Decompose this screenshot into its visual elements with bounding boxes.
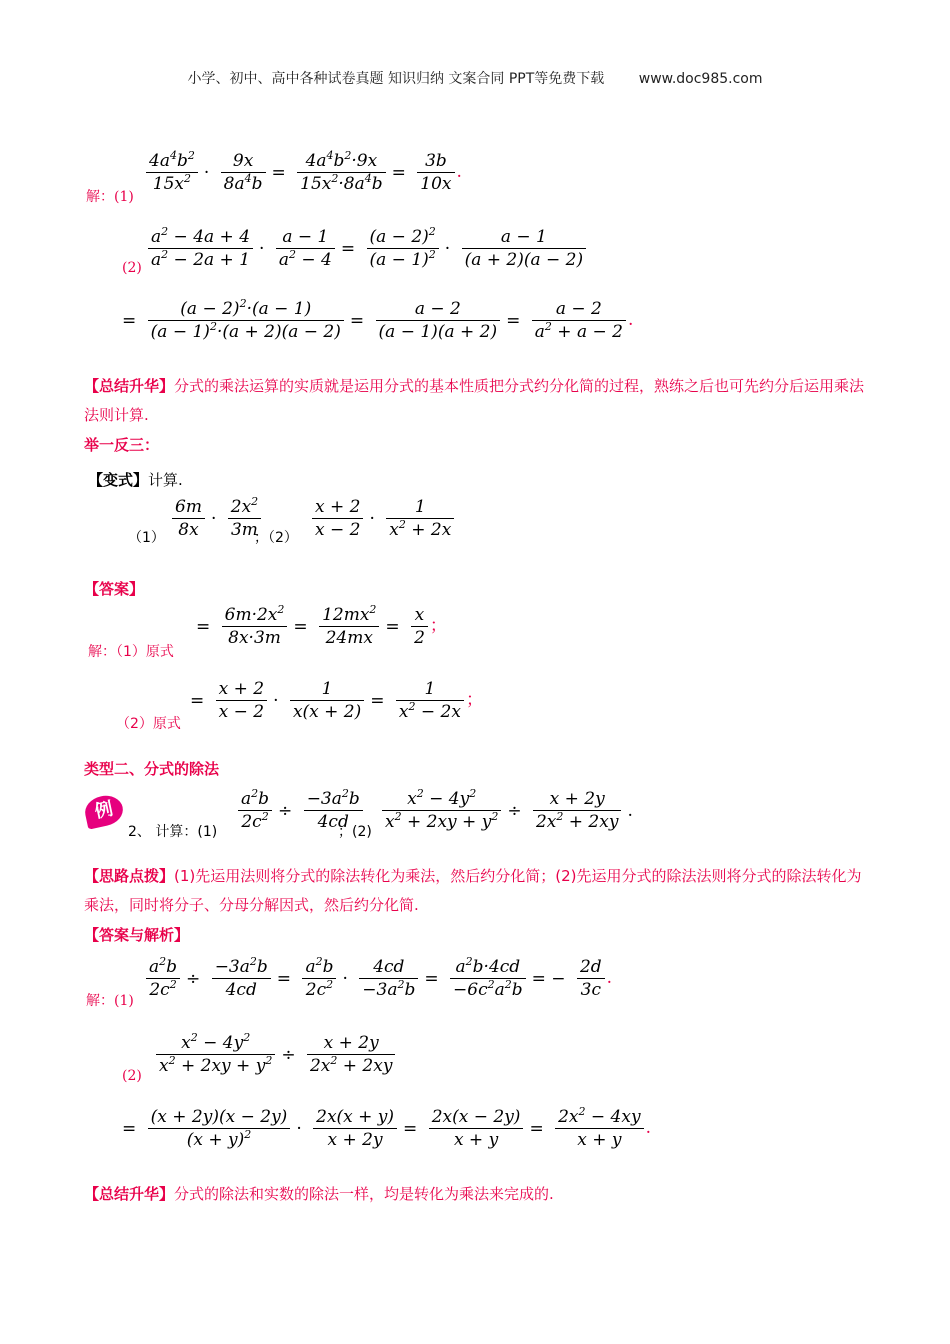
variant-2-label: ；（2） — [254, 530, 298, 546]
summary-1-text: 分式的乘法运算的实质就是运用分式的基本性质把分式约分化简的过程，熟练之后也可先约分后运用乘法法则计算. — [84, 377, 865, 424]
summary-2-tag: 【总结升华】 — [84, 1185, 175, 1203]
eq-sol2-2b: = $\frac{(x + 2y)(x - 2y)}{(x + y)^2}$ · $\frac{2x(x + y)}{x + 2y}$ = $\frac{2x(x - 2y)}{x + y}$ = $\frac{2x^2 - 4xy}{x + y}$ . — [122, 1105, 651, 1150]
eq-answer-2: = $\frac{x + 2}{x - 2}$ · $\frac{1}{x(x + 2)}$ = $\frac{1}{x^2 - 2x}$ ； — [190, 679, 483, 722]
sol-2-label: (2) — [122, 260, 142, 276]
answer-tag: 【答案】 — [84, 580, 145, 598]
eq-sol-2b: = $\frac{(a - 2)^2\cdot(a - 1)}{(a - 1)^2\cdot(a + 2)(a - 2)}$ = $\frac{a - 2}{(a - 1)(a + 2)}$ = $\frac{a - 2}{a^2 + a - 2}$ . — [122, 297, 634, 342]
summary-1-tag: 【总结升华】 — [84, 377, 175, 395]
analysis-tag: 【答案与解析】 — [84, 926, 190, 944]
answer-2-label: （2）原式 — [116, 716, 181, 732]
header-text: 小学、初中、高中各种试卷真题 知识归纳 文案合同 PPT等免费下载 — [187, 71, 605, 87]
example-2-part2-label: ；(2) — [338, 824, 372, 840]
eq-sol2-2a: $\frac{x^2 - 4y^2}{x^2 + 2xy + y^2}$ ÷ $\frac{x + 2y}{2x^2 + 2xy}$ — [154, 1032, 397, 1077]
sol-1-label: 解：(1) — [86, 189, 134, 205]
eq-variant-1: $\frac{6m}{8x}$ · $\frac{2x^2}{3m}$ — [170, 496, 263, 541]
eq-sol-1: $\frac{4a^4b^2}{15x^2}$ · $\frac{9x}{8a^4b}$ = $\frac{4a^4b^2\cdot 9x}{15x^2\cdot 8a^4b}$ = $\frac{3b}{10x}$ . — [144, 150, 462, 195]
eq-variant-2: $\frac{x + 2}{x - 2}$ · $\frac{1}{x^2 + 2x}$ — [310, 496, 456, 541]
summary-1 — [84, 372, 874, 430]
summary-2-text: 分式的除法和实数的除法一样，均是转化为乘法来完成的. — [174, 1185, 554, 1203]
sol2-2-label: (2) — [122, 1068, 142, 1084]
eq-sol-2a: $\frac{a^2 - 4a + 4}{a^2 - 2a + 1}$ · $\frac{a - 1}{a^2 - 4}$ = $\frac{(a - 2)^2}{(a - 1)^2}$ · $\frac{a - 1}{(a + 2)(a - 2)}$ — [146, 226, 588, 271]
eq-sol2-1: $\frac{a^2b}{2c^2}$ ÷ $\frac{-3a^2b}{4cd}$ = $\frac{a^2b}{2c^2}$ · $\frac{4cd}{-3a^2b}$ = $\frac{a^2b\cdot 4cd}{-6c^2a^2b}$ = − $\frac{2d}{3c}$ . — [144, 956, 612, 1001]
page-header — [0, 68, 950, 88]
header-url[interactable]: www.doc985.com — [638, 71, 763, 87]
eq-example-2-2: $\frac{x^2 - 4y^2}{x^2 + 2xy + y^2}$ ÷ $\frac{x + 2y}{2x^2 + 2xy}$ . — [380, 788, 637, 833]
hint — [84, 862, 874, 920]
variant-line — [88, 466, 183, 494]
variant-1-label: （1） — [128, 530, 165, 546]
summary-2 — [84, 1180, 874, 1209]
jyfs-heading: 举一反三： — [84, 436, 160, 454]
type-2-heading: 类型二、分式的除法 — [84, 760, 220, 778]
answer-1-label: 解：（1）原式 — [88, 644, 174, 660]
variant-text: 计算. — [148, 471, 183, 489]
eq-example-2-1: $\frac{a^2b}{2c^2}$ ÷ $\frac{-3a^2b}{4cd}$ — [236, 788, 365, 833]
hint-tag: 【思路点拨】 — [84, 867, 175, 885]
variant-tag: 【变式】 — [88, 471, 149, 489]
eq-answer-1: = $\frac{6m\cdot 2x^2}{8x\cdot 3m}$ = $\frac{12mx^2}{24mx}$ = $\frac{x}{2}$ ； — [196, 603, 447, 648]
example-badge: 例 — [82, 792, 125, 829]
example-2-label: 2、 计算：(1) — [128, 824, 218, 840]
hint-text: (1)先运用法则将分式的除法转化为乘法，然后约分化简；(2)先运用分式的除法法则将分式的除法转化为乘法，同时将分子、分母分解因式，然后约分化简. — [84, 867, 862, 914]
sol2-1-label: 解：(1) — [86, 993, 134, 1009]
